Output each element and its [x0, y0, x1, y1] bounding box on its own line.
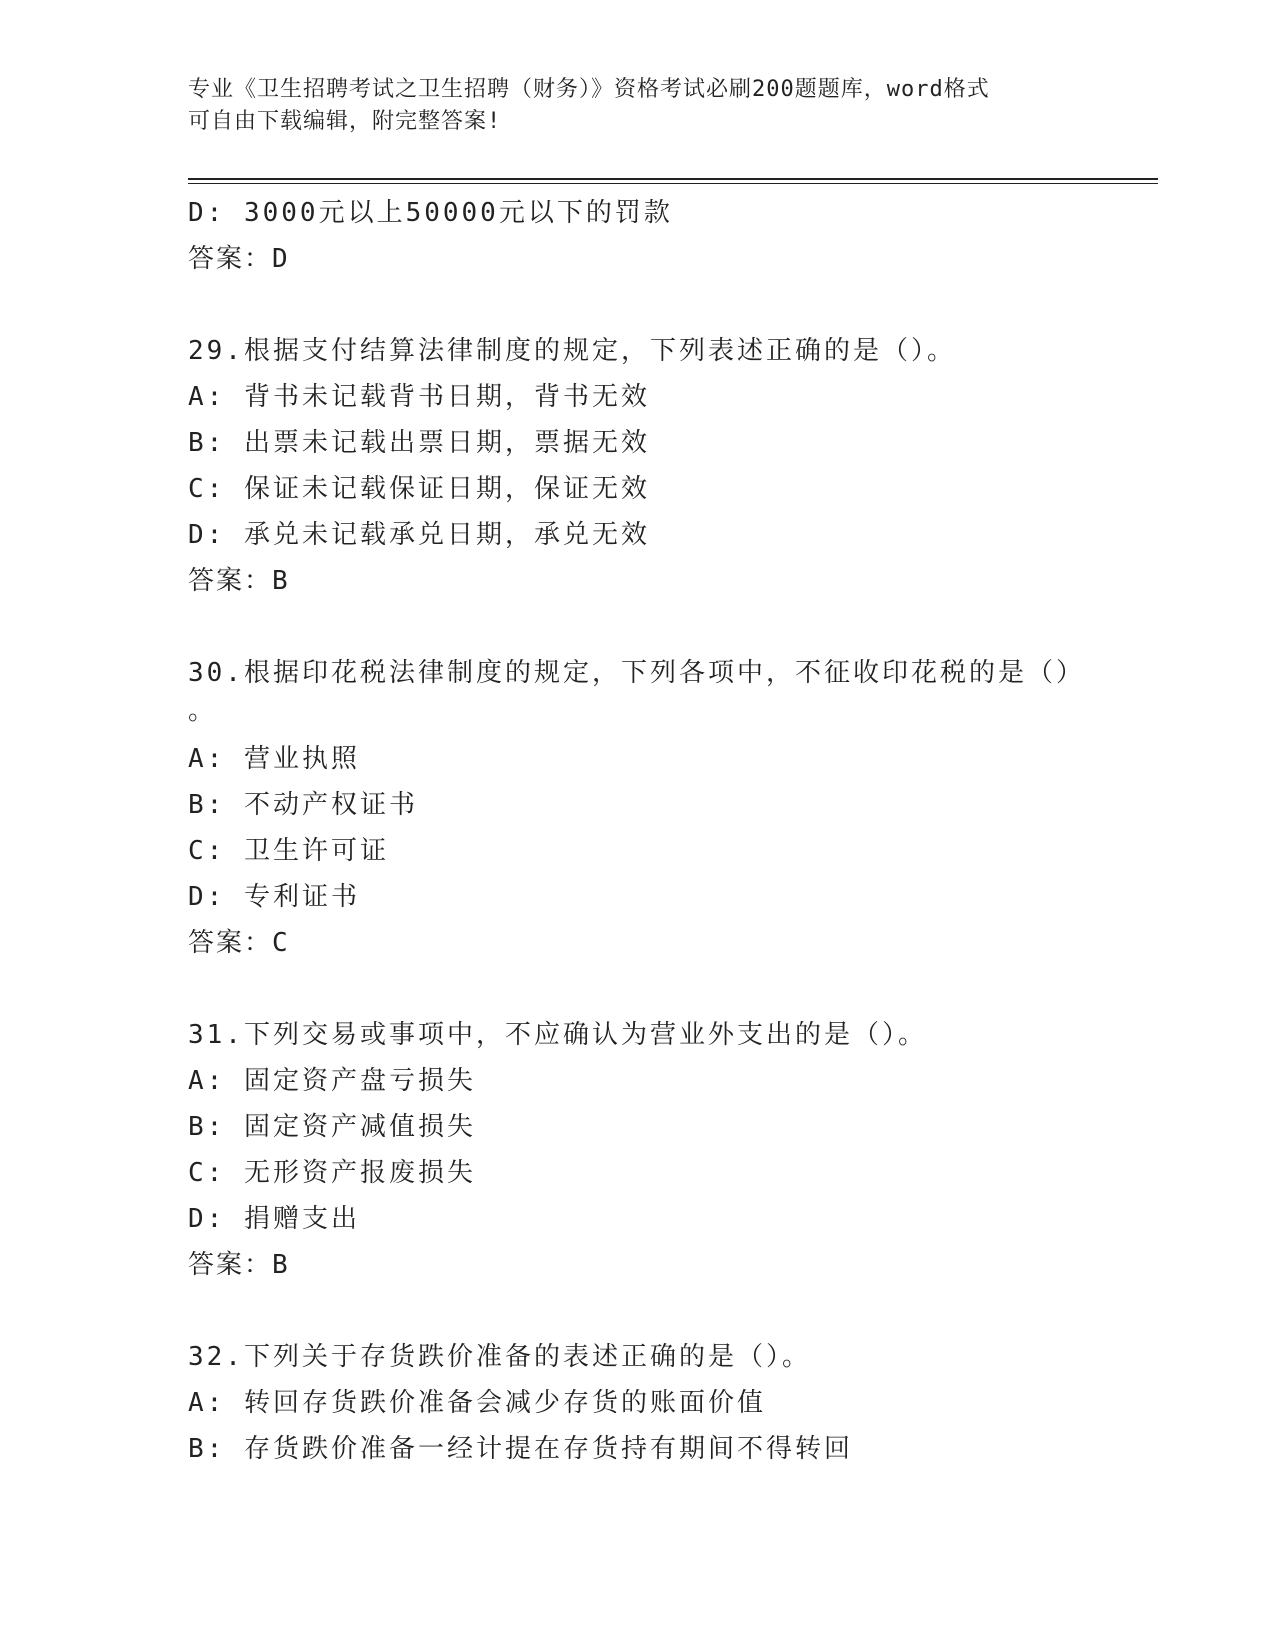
option-a: A: 固定资产盘亏损失	[188, 1066, 476, 1096]
option-b: B: 固定资产减值损失	[188, 1112, 476, 1142]
header-line-1: 专业《卫生招聘考试之卫生招聘（财务）》资格考试必刷200题题库，word格式	[188, 77, 990, 102]
question-32	[188, 1334, 1148, 1472]
header-divider-thin	[188, 183, 1158, 184]
answer: 答案：B	[188, 566, 290, 596]
option-d: D: 专利证书	[188, 882, 360, 912]
header-divider-thick	[188, 178, 1158, 180]
answer: 答案：C	[188, 928, 290, 958]
option-b: B: 不动产权证书	[188, 790, 418, 820]
option-a: A: 营业执照	[188, 744, 360, 774]
option-b: B: 存货跌价准备一经计提在存货持有期间不得转回	[188, 1434, 853, 1464]
option-c: C: 卫生许可证	[188, 836, 389, 866]
question-list	[188, 190, 1148, 1472]
prev-option-d: D: 3000元以上50000元以下的罚款	[188, 198, 673, 228]
question-stem: 32.下列关于存货跌价准备的表述正确的是（）。	[188, 1342, 811, 1372]
option-c: C: 保证未记载保证日期，保证无效	[188, 474, 650, 504]
question-stem-continuation: 。	[188, 696, 218, 726]
question-stem: 31.下列交易或事项中，不应确认为营业外支出的是（）。	[188, 1020, 927, 1050]
option-b: B: 出票未记载出票日期，票据无效	[188, 428, 650, 458]
header-line-2: 可自由下载编辑，附完整答案!	[188, 109, 502, 134]
option-a: A: 转回存货跌价准备会减少存货的账面价值	[188, 1388, 766, 1418]
prev-answer: 答案：D	[188, 244, 290, 274]
answer: 答案：B	[188, 1250, 290, 1280]
option-d: D: 捐赠支出	[188, 1204, 360, 1234]
question-stem: 30.根据印花税法律制度的规定，下列各项中，不征收印花税的是（）	[188, 658, 1085, 688]
question-30	[188, 650, 1148, 966]
document-header	[188, 74, 1088, 138]
question-31	[188, 1012, 1148, 1288]
question-stem: 29.根据支付结算法律制度的规定，下列表述正确的是（）。	[188, 336, 956, 366]
option-d: D: 承兑未记载承兑日期，承兑无效	[188, 520, 650, 550]
option-a: A: 背书未记载背书日期，背书无效	[188, 382, 650, 412]
option-c: C: 无形资产报废损失	[188, 1158, 476, 1188]
question-29	[188, 328, 1148, 604]
